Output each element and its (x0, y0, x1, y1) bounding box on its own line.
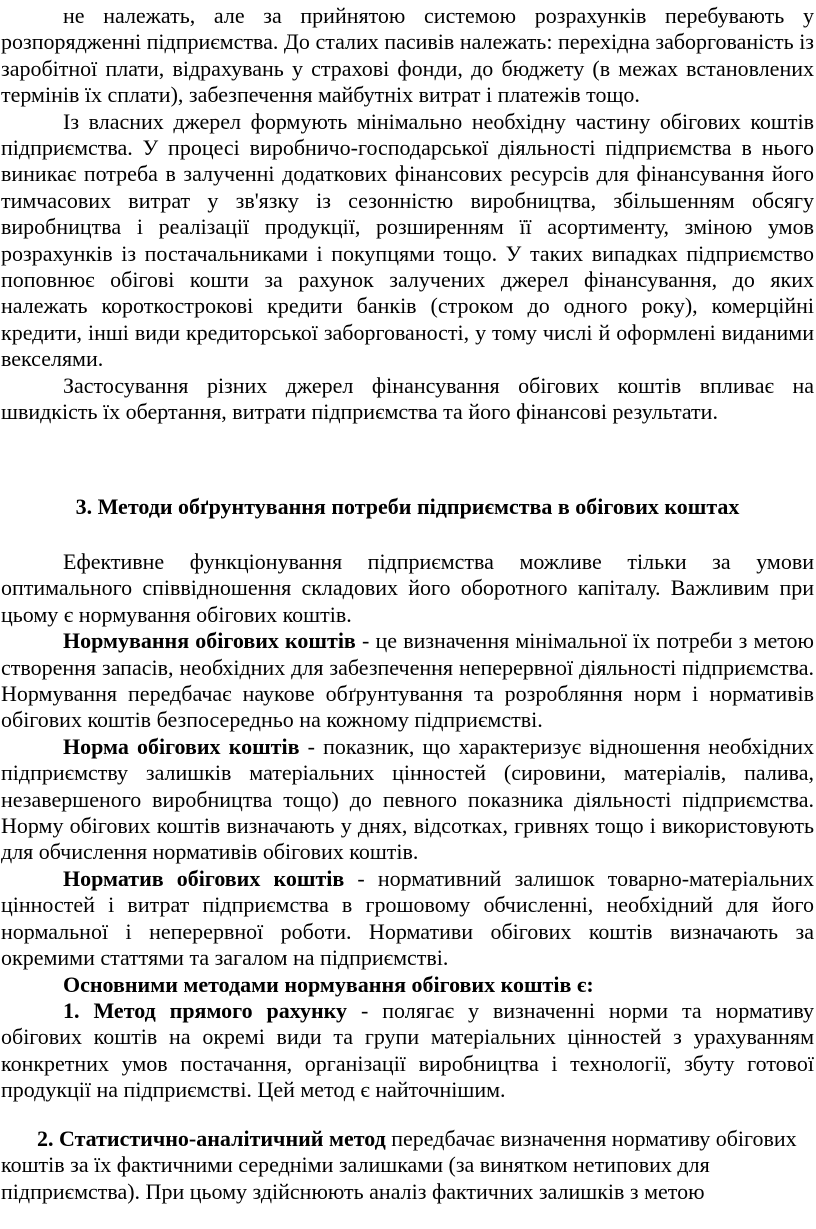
paragraph-own-sources: Із власних джерел формують мінімально необхідну частину обігових коштів підприємства. У процесі виробничо-господарської діяльності підприємства в нього виникає потреба в залученні додаткових фінансових ресурсів для фінансування його тимчасових витрат у зв'язку із сезонністю виробництва, збільшенням обсягу виробництва і реалізації продукції, розширенням її асортименту, зміною умов розрахунків із постачальниками і покупцями тощо. У таких випадках підприємство поповнює обігові кошти за рахунок залучених джерел фінансування, до яких належать короткострокові кредити банків (строком до одного року), комерційні кредити, інші види кредиторської заборгованості, у тому числі й оформлені виданими векселями. (1, 108, 814, 372)
term-norm: Норма обігових коштів (63, 733, 300, 759)
section-heading: 3. Методи обґрунтування потреби підприємства в обігових коштах (75, 494, 740, 519)
method-direct-count (1, 998, 814, 1104)
methods-title (1, 972, 814, 998)
term-norming: Нормування обігових коштів (63, 628, 356, 654)
definition-norm (1, 734, 814, 866)
definition-normative (1, 866, 814, 972)
method-statistical-text: передбачає визначення нормативу обігових коштів за їх фактичними середніми залишками (за винятком нетипових для підприємства). При цьому здійснюють аналіз фактичних залишків з метою (1, 1126, 797, 1204)
text-block-method2 (1, 1126, 814, 1205)
term-method-direct: 1. Метод прямого рахунку (63, 997, 347, 1023)
paragraph-continuation: не належать, але за прийнятою системою розрахунків перебувають у розпорядженні підприємства. До сталих пасивів належать: перехідна заборгованість із заробітної плати, відрахувань у страхові фонди, до бюджету (в межах встановлених термінів їх сплати), забезпечення майбутніх витрат і платежів тощо. (1, 3, 814, 108)
method-statistical (1, 1126, 814, 1205)
term-normative: Норматив обігових коштів (63, 865, 345, 891)
text-block-section (1, 549, 814, 1104)
definition-normative-text: - нормативний залишок товарно-матеріальних цінностей і витрат підприємства в грошовому обчисленні, необхідний для його нормальної і неперервної роботи. Нормативи обігових коштів визначають за окремими статтями та загалом на підприємстві. (1, 865, 815, 971)
paragraph-sources-use: Застосування різних джерел фінансування обігових коштів впливає на швидкість їх обертання, витрати підприємства та його фінансові результати. (1, 372, 814, 425)
definition-norming-text: - це визначення мінімальної їх потреби з метою створення запасів, необхідних для забезпечення неперервної діяльності підприємства. Нормування передбачає наукове обґрунтування та розробляння норм і нормативів обігових коштів безпосередньо на кожному підприємстві. (1, 628, 814, 733)
methods-title-text: Основними методами нормування обігових коштів є: (63, 971, 594, 997)
term-method-statistical: 2. Статистично-аналітичний метод (37, 1126, 386, 1151)
text-block-top (1, 3, 814, 426)
paragraph-effective: Ефективне функціонування підприємства можливе тільки за умови оптимального співвідношення складових його оборотного капіталу. Важливим при цьому є нормування обігових коштів. (1, 549, 814, 627)
method-direct-text: - полягає у визначенні норми та нормативу обігових коштів на окремі види та групи матеріальних цінностей з урахуванням конкретних умов постачання, організації виробництва і технології, збуту готової продукції на підприємстві. Цей метод є найточнішим. (1, 997, 814, 1103)
definition-norm-text: - показник, що характеризує відношення необхідних підприємству залишків матеріальних цінностей (сировини, матеріалів, палива, незавершеного виробництва тощо) до певного показника діяльності підприємства. Норму обігових коштів визначають у днях, відсотках, гривнях тощо і використовують для обчислення нормативів обігових коштів. (1, 733, 814, 865)
definition-norming (1, 628, 814, 734)
